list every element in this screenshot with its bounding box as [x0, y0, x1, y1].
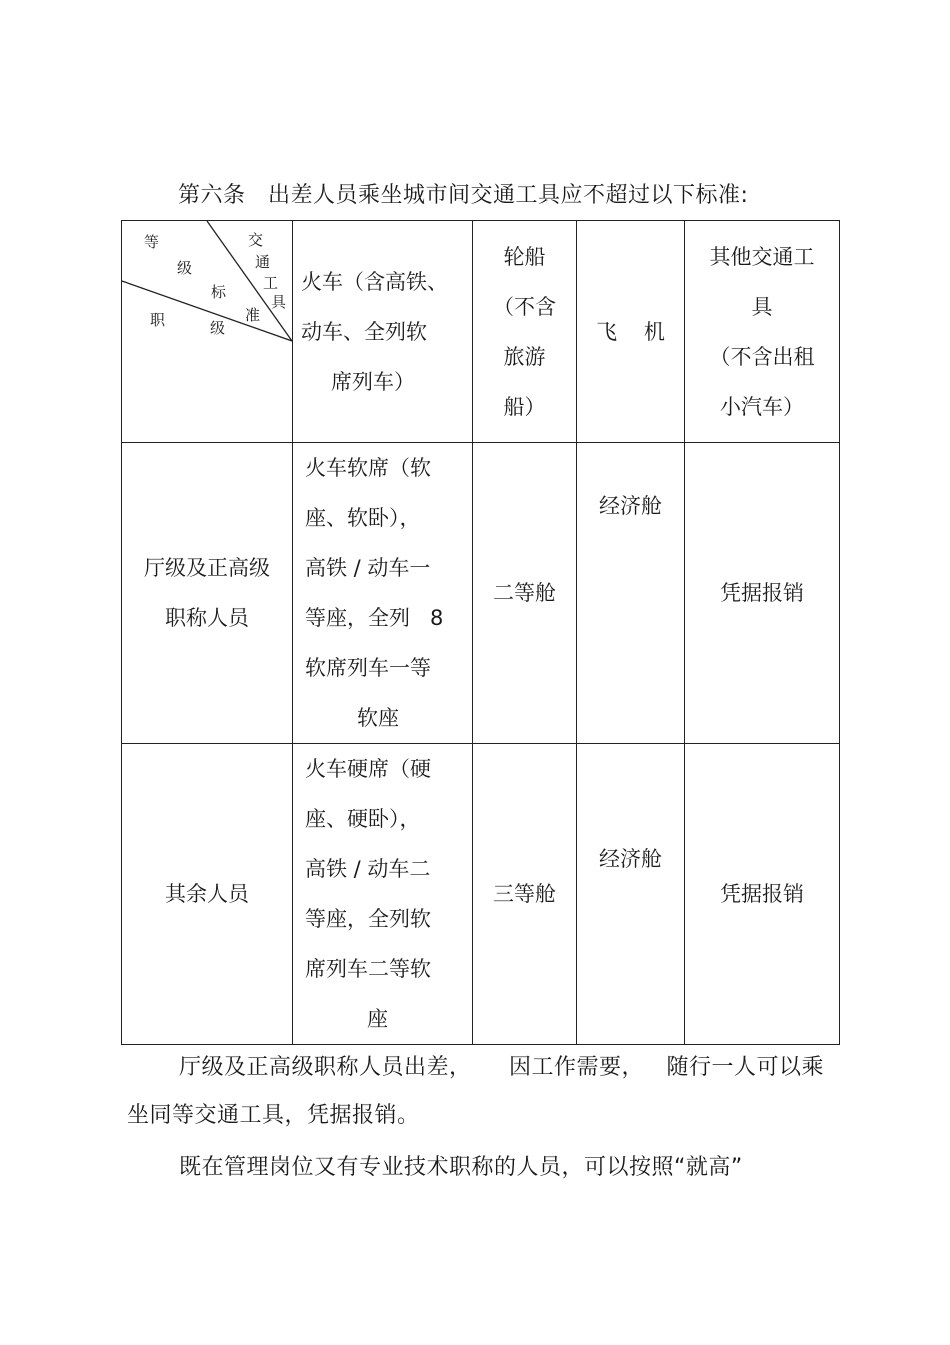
row-ship: 三等舱 [473, 744, 577, 1045]
table-row [122, 443, 840, 744]
header-ship-line: 轮船 [503, 244, 546, 269]
row-train-line: 软座 [357, 706, 399, 730]
row-train-line: 火车硬席（硬 [305, 757, 431, 781]
row-train-line: 席列车二等软 [305, 957, 431, 981]
row-other: 凭据报销 [685, 744, 840, 1045]
row-train-line: 等座，全列软 [305, 907, 431, 931]
header-plane-label: 飞 机 [596, 319, 665, 344]
corner-char: 交 [248, 231, 264, 249]
row-train-line: 高铁 / 动车一 [305, 556, 431, 580]
corner-char: 准 [245, 306, 261, 324]
row-level-line: 厅级及正高级 [144, 556, 270, 580]
header-other [685, 221, 840, 443]
paragraph-1-line-2: 坐同等交通工具，凭据报销。 [127, 1103, 420, 1128]
row-ship: 二等舱 [473, 443, 577, 744]
corner-char: 职 [150, 311, 166, 329]
table-row [122, 744, 840, 1045]
diagonal-header-cell [122, 221, 293, 443]
row-other: 凭据报销 [685, 443, 840, 744]
header-other-line: 具 [751, 294, 773, 319]
row-train-line: 座、硬卧）， [305, 807, 421, 831]
row-level [122, 443, 293, 744]
corner-char: 通 [255, 253, 271, 271]
corner-char: 标 [211, 283, 227, 301]
row-train-line: 火车软席（软 [305, 456, 431, 480]
row-plane: 经济舱 [577, 443, 685, 744]
header-train [293, 221, 473, 443]
row-plane: 经济舱 [577, 744, 685, 1045]
corner-char: 级 [177, 259, 193, 277]
header-plane [577, 221, 685, 443]
header-ship-line: （不含 [493, 294, 556, 319]
row-level-line: 其余人员 [165, 882, 249, 906]
row-train-line: 等座，全列 8 [305, 606, 444, 630]
table-header-row [122, 221, 840, 443]
corner-char: 等 [144, 233, 160, 251]
row-train-line: 座、软卧）， [305, 506, 421, 530]
header-other-line: 小汽车） [720, 394, 804, 419]
header-other-line: （不含出租 [709, 344, 815, 369]
corner-char: 级 [210, 319, 226, 337]
header-train-line: 动车、全列软 [301, 319, 427, 344]
header-train-line: 席列车） [331, 369, 415, 394]
row-level-line: 职称人员 [165, 606, 249, 630]
travel-standard-table [121, 220, 840, 1045]
paragraph-2-line-1: 既在管理岗位又有专业技术职称的人员，可以按照“就高” [179, 1155, 743, 1180]
corner-char: 具 [271, 293, 287, 311]
paragraph-1-line-1: 厅级及正高级职称人员出差， 因工作需要， 随行一人可以乘 [179, 1055, 824, 1080]
header-other-line: 其他交通工 [709, 244, 815, 269]
row-train-line: 软席列车一等 [305, 656, 431, 680]
row-train-line: 座 [367, 1007, 388, 1031]
header-train-line: 火车（含高铁、 [301, 269, 448, 294]
corner-char: 工 [263, 274, 279, 292]
paragraph-2 [127, 1144, 827, 1192]
header-ship [473, 221, 577, 443]
header-ship-line: 旅游 [503, 344, 546, 369]
row-train [293, 744, 473, 1045]
article-heading: 第六条 出差人员乘坐城市间交通工具应不超过以下标准: [178, 183, 749, 208]
row-train [293, 443, 473, 744]
paragraph-1 [127, 1044, 827, 1140]
header-ship-line: 船） [503, 394, 546, 419]
row-level [122, 744, 293, 1045]
row-train-line: 高铁 / 动车二 [305, 857, 431, 881]
